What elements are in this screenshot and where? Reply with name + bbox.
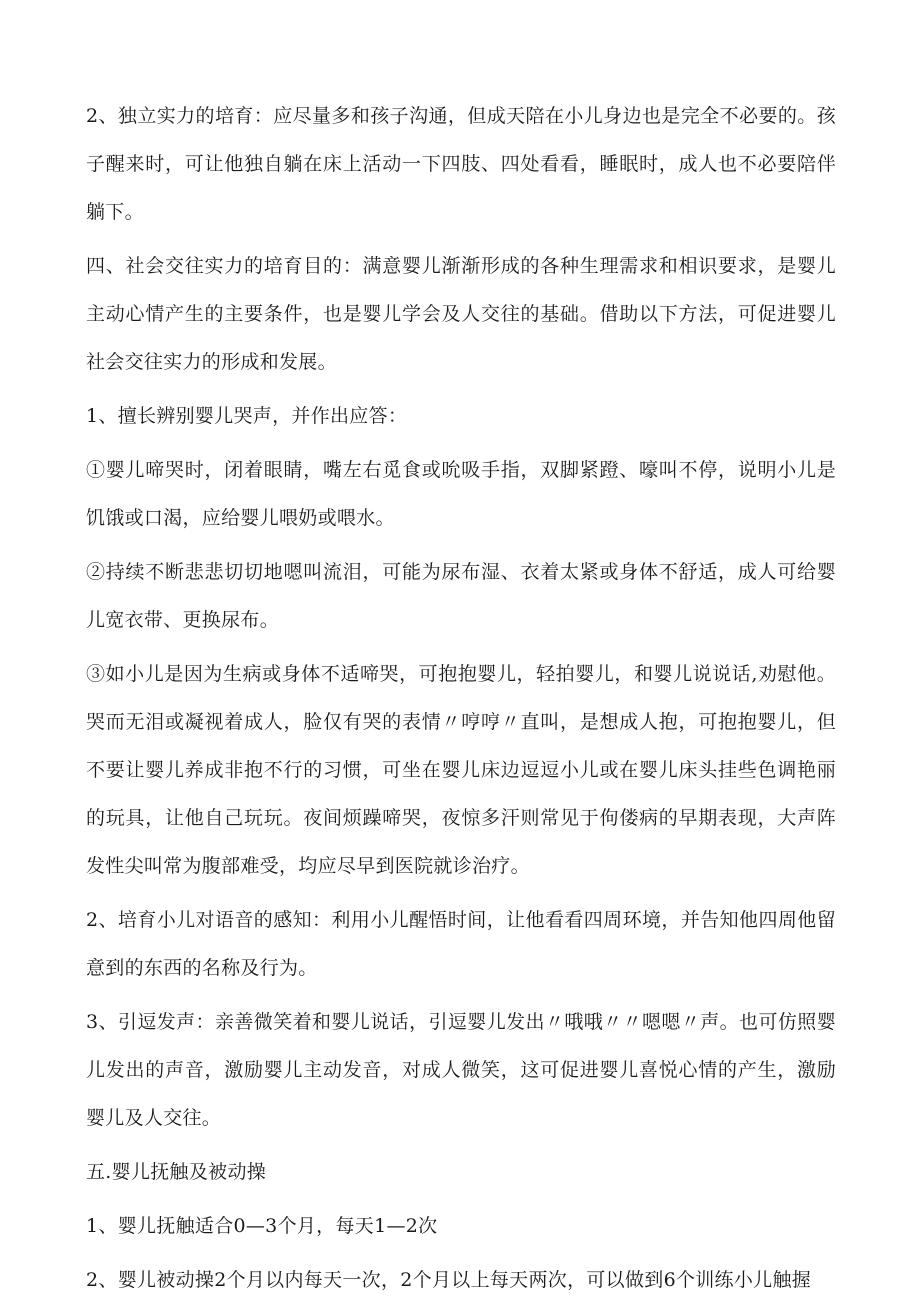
document-page: [86, 92, 836, 1310]
section-heading-massage: 五.婴儿抚触及被动操: [86, 1161, 267, 1183]
paragraph-massage: 1、婴儿抚触适合0—3个月，每天1—2次: [86, 1215, 438, 1237]
paragraph-passive-exercise: 2、婴儿被动操2个月以内每天一次，2个月以上每天两次，可以做到6个训练小儿触握: [86, 1269, 812, 1291]
paragraph-crying-discomfort: ②持续不断悲悲切切地嗯叫流泪，可能为尿布湿、衣着太紧或身体不舒适，成人可给婴儿宽衣带、更换尿布。: [86, 561, 836, 631]
paragraph-independence: 2、独立实力的培育：应尽量多和孩子沟通，但成天陪在小儿身边也是完全不必要的。孩子醒来时，可让他独自躺在床上活动一下四肢、四处看看，睡眠时，成人也不必要陪伴躺下。: [86, 105, 836, 223]
paragraph-social-section: 四、社会交往实力的培育目的：满意婴儿渐渐形成的各种生理需求和相识要求，是婴儿主动心情产生的主要条件，也是婴儿学会及人交往的基础。借助以下方法，可促进婴儿社会交往实力的形成和发展。: [86, 255, 836, 373]
paragraph-crying-illness: ③如小儿是因为生病或身体不适啼哭，可抱抱婴儿，轻拍婴儿，和婴儿说说话,劝慰他。哭而无泪或凝视着成人，脸仅有哭的表情〃哼哼〃直叫，是想成人抱，可抱抱婴儿，但不要让婴儿养成非抱不行的习惯，可坐在婴儿床边逗逗小儿或在婴儿床头挂些色调艳丽的玩具，让他自己玩玩。夜间烦躁啼哭，夜惊多汗则常见于佝偻病的早期表现，大声阵发性尖叫常为腹部难受，均应尽早到医院就诊治疗。: [86, 663, 836, 877]
paragraph-crying-hunger: ①婴儿啼哭时，闭着眼睛，嘴左右觅食或吮吸手指，双脚紧蹬、嚎叫不停，说明小儿是饥饿或口渴，应给婴儿喂奶或喂水。: [86, 459, 836, 529]
paragraph-speech-perception: 2、培育小儿对语音的感知：利用小儿醒悟时间，让他看看四周环境，并告知他四周他留意到的东西的名称及行为。: [86, 909, 836, 979]
paragraph-vocalization: 3、引逗发声：亲善微笑着和婴儿说话，引逗婴儿发出〃哦哦〃〃嗯嗯〃声。也可仿照婴儿发出的声音，激励婴儿主动发音，对成人微笑，这可促进婴儿喜悦心情的产生，激励婴儿及人交往。: [86, 1011, 836, 1129]
paragraph-crying-heading: 1、擅长辨别婴儿哭声，并作出应答：: [86, 405, 408, 427]
